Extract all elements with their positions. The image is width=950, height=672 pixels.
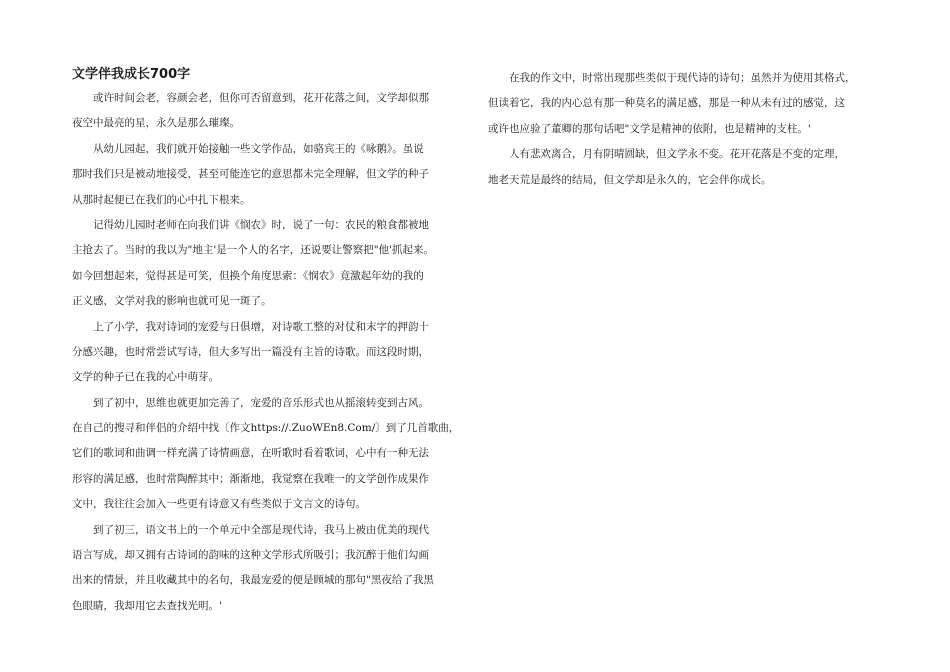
paragraph bbox=[72, 315, 468, 391]
paragraph-line: 夜空中最亮的星，永久是那么璀璨。 bbox=[72, 117, 240, 130]
paragraph-line: 那时我们只是被动地接受，甚至可能连它的意思都未完全理解，但文学的种子 bbox=[72, 168, 429, 181]
paragraph bbox=[488, 66, 876, 142]
paragraph-line: 出来的情景，并且收藏其中的名句，我最宠爱的便是顾城的那句"黑夜给了我黑 bbox=[72, 574, 434, 587]
paragraph-line: 文学的种子已在我的心中萌芽。 bbox=[72, 371, 219, 384]
paragraph-line: 或许时间会老，容颜会老，但你可否留意到，花开花落之间，文学却似那 bbox=[93, 92, 429, 104]
right-column bbox=[488, 66, 876, 193]
paragraph-line: 色眼睛，我却用它去查找光明。' bbox=[72, 599, 222, 612]
paragraph bbox=[72, 518, 468, 620]
paragraph-line: 记得幼儿园时老师在向我们讲《悯农》时，说了一句：农民的粮食都被地 bbox=[93, 218, 429, 231]
paragraph-line: 形容的满足感，也时常陶醉其中；渐渐地，我觉察在我唯一的文学创作成果作 bbox=[72, 472, 429, 485]
paragraph-line: 文中，我往往会加入一些更有诗意又有些类似于文言文的诗句。 bbox=[72, 498, 366, 511]
paragraph bbox=[72, 391, 468, 518]
article-title: 文学伴我成长700字 bbox=[72, 67, 191, 82]
left-column bbox=[72, 66, 468, 619]
paragraph-line: 或许也应验了董卿的那句话吧"文学是精神的依附，也是精神的支柱。' bbox=[488, 122, 811, 135]
paragraph-line: 从幼儿园起，我们就开始接触一些文学作品，如骆宾王的《咏鹅》。虽说 bbox=[93, 142, 424, 155]
paragraph bbox=[488, 142, 876, 193]
paragraph-line: 但读着它，我的内心总有那一种莫名的满足感，那是一种从未有过的感觉，这 bbox=[488, 97, 845, 110]
paragraph bbox=[72, 137, 468, 213]
paragraph-line: 它们的歌词和曲调一样充满了诗情画意，在听歌时看着歌词，心中有一种无法 bbox=[72, 447, 429, 460]
paragraph-line: 分感兴趣，也时常尝试写诗，但大多写出一篇没有主旨的诗歌。而这段时期， bbox=[72, 345, 429, 358]
paragraph-line: 主抢去了。当时的我以为"地主'是一个人的名字，还说要让警察把"他'抓起来。 bbox=[72, 244, 434, 257]
paragraph bbox=[72, 86, 468, 137]
paragraph-line: 到了初中，思维也就更加完善了，宠爱的音乐形式也从摇滚转变到古风。 bbox=[93, 396, 429, 409]
paragraph bbox=[72, 213, 468, 315]
paragraph-line: 语言写成，却又拥有古诗词的韵味的这种文学形式所吸引；我沉醉于他们勾画 bbox=[72, 549, 429, 562]
paragraph-line: 上了小学，我对诗词的宠爱与日俱增，对诗歌工整的对仗和末字的押韵十 bbox=[93, 320, 429, 333]
paragraph-line: 正义感，文学对我的影响也就可见一斑了。 bbox=[72, 295, 272, 308]
paragraph-line: 到了初三，语文书上的一个单元中全部是现代诗，我马上被由优美的现代 bbox=[93, 523, 429, 536]
paragraph-line: 地老天荒是最终的结局，但文学却是永久的，它会伴你成长。 bbox=[488, 173, 772, 186]
paragraph-line: 如今回想起来，觉得甚是可笑，但换个角度思索：《悯农》竟激起年幼的我的 bbox=[72, 269, 424, 282]
paragraph-line: 从那时起便已在我们的心中扎下根来。 bbox=[72, 193, 251, 206]
paragraph-line: 在我的作文中，时常出现那些类似于现代诗的诗句；虽然并为使用其格式， bbox=[509, 72, 856, 84]
paragraph-line: 在自己的搜寻和伴侣的介绍中找〔作文https://.ZuoWEn8.Com/〕到了几首歌曲， bbox=[72, 422, 460, 435]
paragraph-line: 人有悲欢离合，月有阴晴圆缺，但文学永不变。花开花落是不变的定理， bbox=[509, 148, 845, 161]
